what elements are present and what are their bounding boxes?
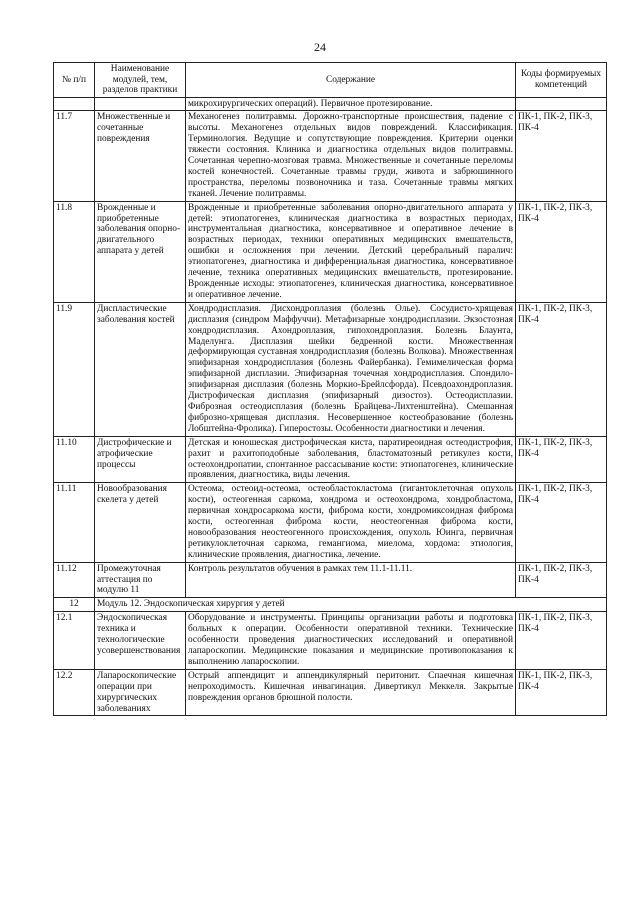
table-row [54, 612, 607, 670]
header-content: Содержание [186, 63, 516, 98]
continuation-row [54, 97, 607, 111]
topic-content: Хондродисплазия. Дисхондроплазия (болезнь Олье). Сосудисто-хрящевая дисплазия (синдром Маффуччи). Метафизарные хондродисплазии. Экзостозная хондродисплазия. Ахондроплазия, гипохондроплазия. Болезнь Блаунта, Маделунга. Дисплазия шейки бедренной кости. Множественная деформирующая суставная хондродисплазия (болезнь Волкова). Множественная эпифизарная хондродисплазия (болезнь Файербанка). Гемимелическая форма эпифизарной дисплазии. Эпифизарная точечная хондродисплазия. Спондило-эпифизарная дисплазия (болезнь Моркио-Брейлсфорда). Псевдоахондроплазия. Дистрофическая дисплазия (эпифизарный дизостоз). Остеодисплазии. Фиброзная остеодисплазия (болезнь Брайцева-Лихтенштейна). Смешанная фиброзно-хрящевая дисплазия. Несовершенное костеобразование (болезнь Лобштейна-Фролика). Гиперостозы. Особенности диагностики и лечения. [186, 302, 516, 436]
module-12-title: Модуль 12. Эндоскопическая хирургия у детей [95, 598, 607, 612]
table-row [54, 302, 607, 436]
table-row [54, 669, 607, 716]
topic-content: Механогенез политравмы. Дорожно-транспортные происшествия, падение с высоты. Механогенез отдельных видов повреждений. Классификация. Терминология. Ведущие и сопутствующие повреждения. Критерии оценки тяжести состояния. Клиника и диагностика отдельных видов политравмы. Сочетанная черепно-мозговая травма. Множественные и сочетанные переломы костей конечностей. Сочетанные травмы груди, живота и забрюшинного пространства, переломы позвоночника и таза. Сочетанные травмы мягких тканей. Лечение политравмы. [186, 111, 516, 201]
topic-competencies: ПК-1, ПК-2, ПК-3, ПК-4 [516, 201, 607, 302]
topic-number: 11.12 [54, 562, 95, 598]
topic-title: Диспластические заболевания костей [95, 302, 186, 436]
topic-number: 11.8 [54, 201, 95, 302]
topic-title: Лапароскопические операции при хирургических заболеваниях [95, 669, 186, 716]
table-header-row [54, 63, 607, 98]
topic-content: Детская и юношеская дистрофическая киста, паратиреоидная остеодистрофия, рахит и рахитоподобные заболевания, бластоматозный ретикулез кости, остеохондропатии, спонтанное рассасывание кости: этиопатогенез, клинические проявления, диагностика, виды лечения. [186, 436, 516, 483]
topic-title: Множественные и сочетанные повреждения [95, 111, 186, 201]
topic-competencies: ПК-1, ПК-2, ПК-3, ПК-4 [516, 436, 607, 483]
module-12-num: 12 [54, 598, 95, 612]
continuation-text: микрохирургических операций). Первичное протезирование. [186, 97, 516, 111]
topic-competencies: ПК-1, ПК-2, ПК-3, ПК-4 [516, 562, 607, 598]
table-row [54, 111, 607, 201]
topic-number: 12.2 [54, 669, 95, 716]
topic-title: Дистрофические и атрофические процессы [95, 436, 186, 483]
topic-content: Контроль результатов обучения в рамках тем 11.1-11.11. [186, 562, 516, 598]
topic-title: Врожденные и приобретенные заболевания опорно-двигательного аппарата у детей [95, 201, 186, 302]
module-12-row [54, 598, 607, 612]
curriculum-table [53, 62, 607, 716]
header-competencies: Коды формируемых компетенций [516, 63, 607, 98]
topic-number: 11.7 [54, 111, 95, 201]
topic-title: Эндоскопическая техника и технологические усовершенствования [95, 612, 186, 670]
topic-title: Промежуточная аттестация по модулю 11 [95, 562, 186, 598]
page-number: 24 [314, 40, 326, 54]
topic-competencies: ПК-1, ПК-2, ПК-3, ПК-4 [516, 111, 607, 201]
topic-title: Новообразования скелета у детей [95, 483, 186, 562]
topic-competencies: ПК-1, ПК-2, ПК-3, ПК-4 [516, 612, 607, 670]
topic-content: Оборудование и инструменты. Принципы организации работы и подготовка больных к операции. Особенности оперативной техники. Технические особенности проведения диагностических исследований и оперативной лапароскопии. Медицинские показания и медицинские противопоказания к выполнению лапароскопии. [186, 612, 516, 670]
topic-competencies: ПК-1, ПК-2, ПК-3, ПК-4 [516, 483, 607, 562]
topic-number: 11.9 [54, 302, 95, 436]
topic-content: Острый аппендицит и аппендикулярный перитонит. Спаечная кишечная непроходимость. Кишечная инвагинация. Дивертикул Меккеля. Закрытые повреждения органов брюшной полости. [186, 669, 516, 716]
topic-competencies: ПК-1, ПК-2, ПК-3, ПК-4 [516, 669, 607, 716]
topic-content: Остеома, остеоид-остеома, остеобластокластома (гигантоклеточная опухоль кости), остеогенная саркома, хондрома и остеохондрома, хондробластома, первичная хондросаркома кости, фиброма кости, хондромиксоидная фиброма кости, остеогенная фиброма кости, неостеогенная фиброма кости, новообразования неостеогенного происхождения, опухоль Юинга, первичная ретикулоклеточная саркома, гемангиома, миелома, хордома: этиология, клинические проявления, диагностика, лечение. [186, 483, 516, 562]
table-row [54, 436, 607, 483]
topic-content: Врожденные и приобретенные заболевания опорно-двигательного аппарата у детей: этиопатогенез, клиническая диагностика в возрастных периодах, инструментальная диагностика, консервативное и оперативное лечение в возрастных периодах, техники оперативных медицинских вмешательств, ошибки и осложнения при лечении. Детский церебральный паралич: этиопатогенез, диагностика и дифференциальная диагностика, консервативное лечение, техника оперативных медицинских вмешательств, протезирование. Врожденные исходы: этиопатогенез, клиническая диагностика, консервативное и оперативное лечение. [186, 201, 516, 302]
topic-number: 11.11 [54, 483, 95, 562]
topic-number: 11.10 [54, 436, 95, 483]
table-row [54, 483, 607, 562]
header-module: Наименование модулей, тем, разделов практики [95, 63, 186, 98]
table-row [54, 562, 607, 598]
topic-number: 12.1 [54, 612, 95, 670]
table-row [54, 201, 607, 302]
header-num: № п/п [54, 63, 95, 98]
topic-competencies: ПК-1, ПК-2, ПК-3, ПК-4 [516, 302, 607, 436]
